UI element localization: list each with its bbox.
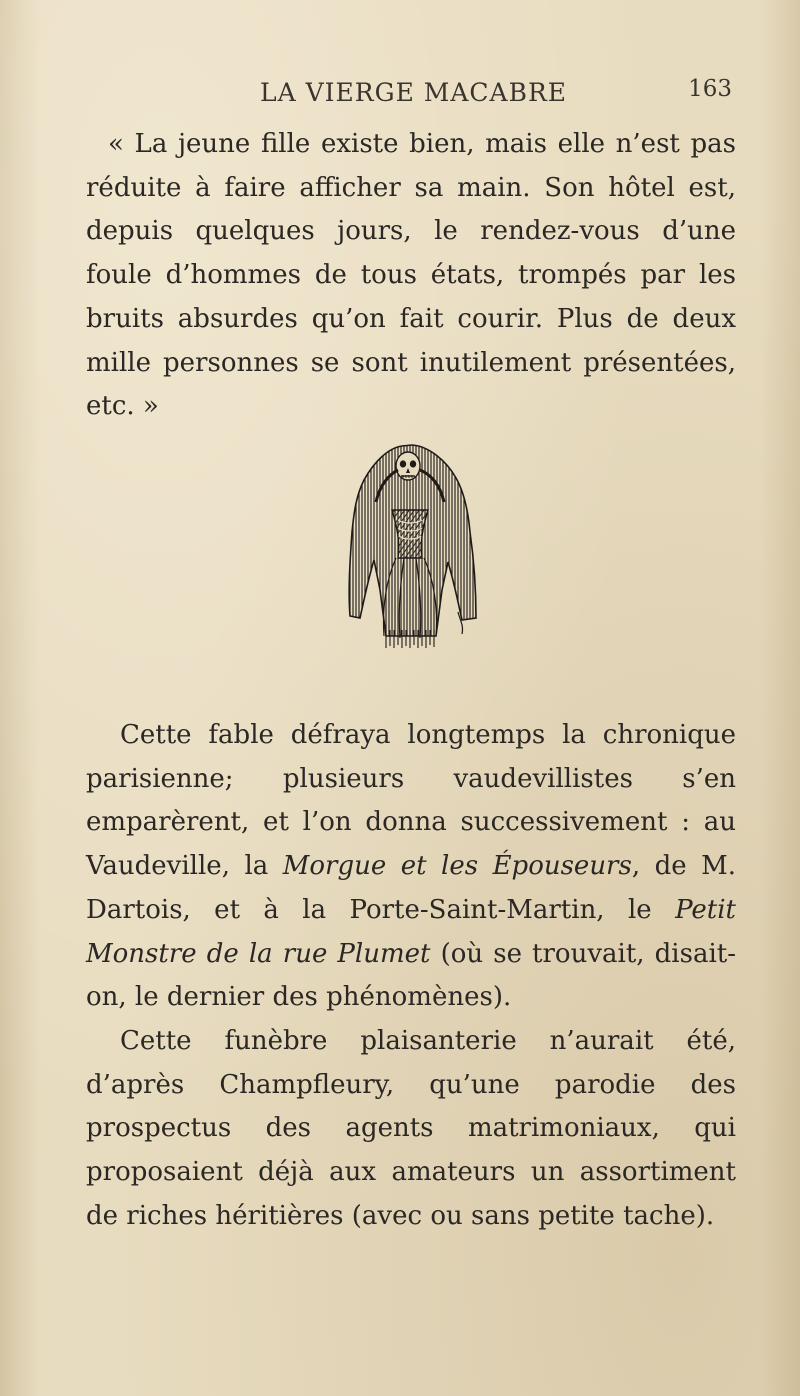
running-header	[86, 74, 736, 114]
paragraph1-text-c: (où se trouvait, disait-on, le dernier des phénomènes).	[86, 938, 736, 1013]
veiled-skeleton-illustration	[340, 440, 480, 650]
body-text	[86, 714, 736, 1238]
play-title-morgue: Morgue et les Épouseurs	[282, 851, 632, 882]
paragraph-cette-funebre: Cette funèbre plaisanterie n’aurait été, d’après Champfleury, qu’une parodie des prospectus des agents matrimoniaux, qui proposaient déjà aux amateurs un assortiment de riches héritières (avec ou sans petite tache).	[86, 1025, 736, 1231]
running-title: LA VIERGE MACABRE	[260, 78, 568, 107]
play-title-petit-monstre: Petit Monstre de la rue Plumet	[86, 894, 736, 969]
page-number: 163	[688, 76, 732, 102]
quote-block	[86, 123, 736, 429]
quote-paragraph: « La jeune fille existe bien, mais elle n’est pas réduite à faire afficher sa main. Son hôtel est, depuis quelques jours, le rendez-vous d’une foule d’hommes de tous états, trompés par les bruits absurdes qu’on fait courir. Plus de deux mille personnes se sont inutilement présentées, etc. »	[86, 129, 736, 422]
paragraph1-text-a: Cette fable défraya longtemps la chronique parisienne; plusieurs vaudevillistes s’en emparèrent, et l’on donna successivement : au Vaudeville, la	[86, 720, 736, 882]
paragraph-cette-fable	[86, 714, 736, 1020]
paragraph1-text-b: , de M. Dartois, et à la Porte-Saint-Martin, le	[86, 851, 736, 925]
